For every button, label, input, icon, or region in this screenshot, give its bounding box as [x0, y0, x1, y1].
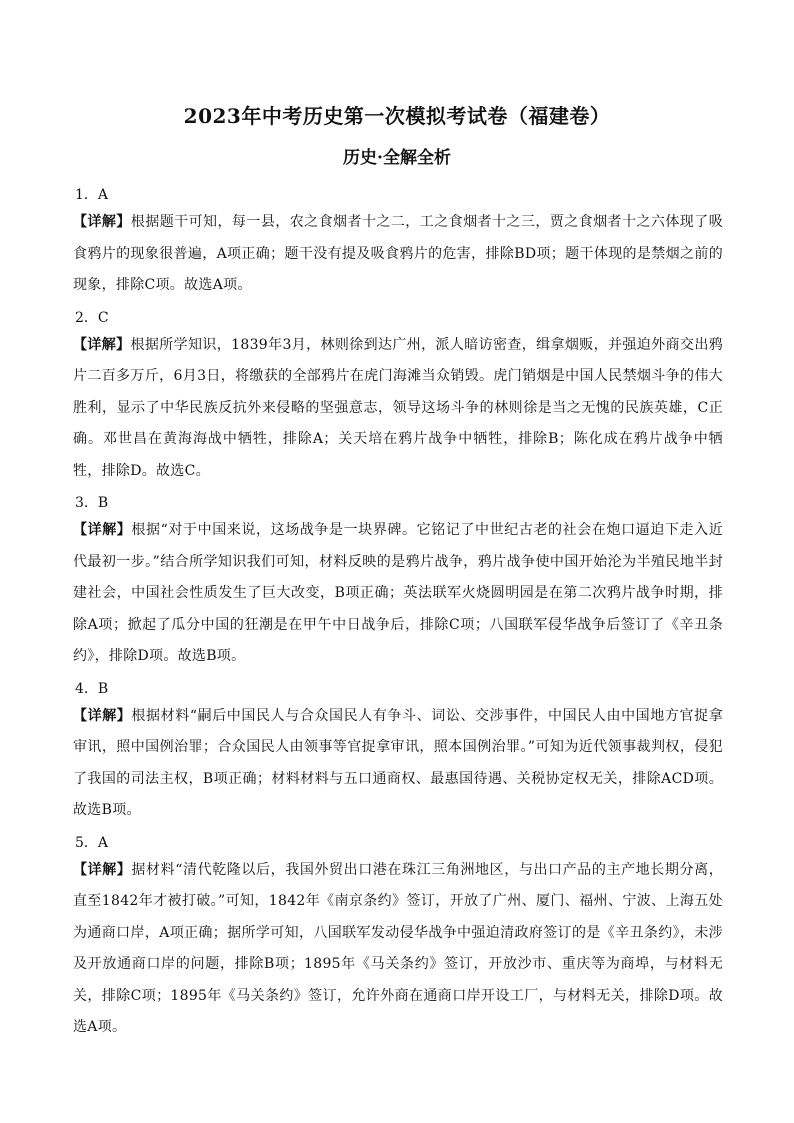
- explanation-paragraph: [73, 855, 723, 1044]
- explanation-paragraph: [73, 207, 723, 302]
- detail-tag: 【详解】: [73, 522, 132, 538]
- answer-label: 3．B: [75, 495, 109, 511]
- page-title: 2023年中考历史第一次模拟考试卷（福建卷）: [183, 104, 611, 128]
- answer-label: 5．A: [75, 834, 109, 851]
- explanation-text: 根据所学知识，1839年3月，林则徐到达广州，派人暗访密查，缉拿烟贩，并强迫外商交出鸦片二百多万斤，6月3日，将缴获的全部鸦片在虎门海滩当众销毁。虎门销烟是中国人民禁烟斗争的伟大胜利，显示了中华民族反抗外来侵略的坚强意志，领导这场斗争的林则徐是当之无愧的民族英雄，C正确。邓世昌在黄海海战中牺牲，排除A；关天培在鸦片战争中牺牲，排除B；陈化成在鸦片战争中牺牲，排除D。故选C。: [73, 336, 723, 479]
- explanation-text: 根据“对于中国来说，这场战争是一块界碑。它铭记了中世纪古老的社会在炮口逼迫下走入近代最初一步。”结合所学知识我们可知，材料反映的是鸦片战争，鸦片战争使中国开始沦为半殖民地半封建社会，中国社会性质发生了巨大改变，B项正确；英法联军火烧圆明园是在第二次鸦片战争时期，排除A项；掀起了瓜分中国的狂潮是在甲午中日战争后，排除C项；八国联军侵华战争后签订了《辛丑条约》，排除D项。故选B项。: [73, 522, 723, 664]
- explanation-text: 根据题干可知，每一县，农之食烟者十之二，工之食烟者十之三，贾之食烟者十之六体现了吸食鸦片的现象很普遍，A项正确；题干没有提及吸食鸦片的危害，排除BD项；题干体现的是禁烟之前的现象，排除C项。故选A项。: [73, 214, 723, 293]
- explanation-paragraph: [73, 701, 723, 827]
- answer-list: [73, 183, 723, 1048]
- answer-label: 1．A: [75, 187, 109, 203]
- explanation-paragraph: [73, 515, 723, 673]
- page-subtitle: 历史·全解全析: [343, 148, 451, 168]
- explanation-text: 据材料“清代乾隆以后，我国外贸出口港在珠江三角洲地区，与出口产品的主产地长期分离，直至1842年才被打破。”可知，1842年《南京条约》签订，开放了广州、厦门、福州、宁波、上海五处为通商口岸，A项正确；据所学可知，八国联军发动侵华战争中强迫清政府签订的是《辛丑条约》，未涉及开放通商口岸的问题，排除B项；1895年《马关条约》签订，开放沙市、重庆等为商埠，与材料无关，排除C项；1895年《马关条约》签订，允许外商在通商口岸开设工厂，与材料无关，排除D项。故选A项。: [73, 861, 723, 1035]
- explanation-text: 根据材料“嗣后中国民人与合众国民人有争斗、词讼、交涉事件，中国民人由中国地方官捉拿审讯，照中国例治罪；合众国民人由领事等官捉拿审讯，照本国例治罪。”可知为近代领事裁判权，侵犯了我国的司法主权，B项正确；材料材料与五口通商权、最惠国待遇、关税协定权无关，排除ACD项。故选B项。: [73, 707, 723, 818]
- detail-tag: 【详解】: [73, 214, 131, 230]
- answer-label: 2．C: [75, 309, 109, 326]
- detail-tag: 【详解】: [73, 707, 132, 724]
- detail-tag: 【详解】: [73, 861, 132, 878]
- answer-label: 4．B: [75, 680, 109, 697]
- explanation-paragraph: [73, 330, 723, 488]
- detail-tag: 【详解】: [73, 336, 131, 353]
